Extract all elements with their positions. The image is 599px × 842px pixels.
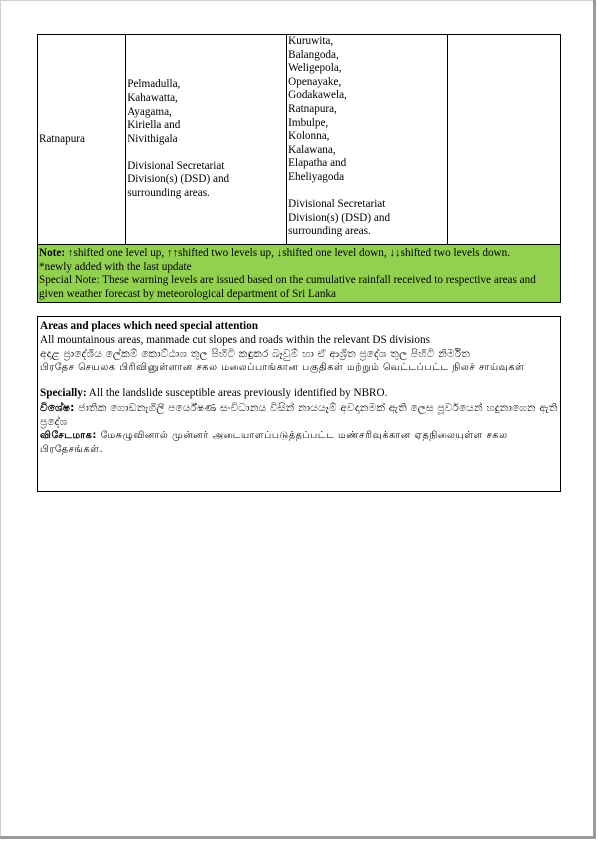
tamil-special-line — [40, 429, 558, 457]
special-note: Special Note: These warning levels are issued based on the cumulative rainfall received to respective areas and given weather forecast by meteorological department of Sri Lanka — [39, 274, 536, 300]
note-line — [39, 247, 559, 261]
note-label: Note: — [39, 247, 66, 259]
specially-text: All the landslide susceptible areas previously identified by NBRO. — [86, 387, 388, 400]
district-name: Ratnapura — [39, 132, 85, 145]
dsd-suffix: surrounding areas. — [127, 187, 210, 200]
dsd-place: Balangoda, — [288, 48, 339, 61]
specially-line — [40, 387, 558, 401]
dsd-suffix: surrounding areas. — [288, 225, 371, 238]
dsd-place: Nivithigala — [127, 132, 178, 145]
attention-sinhala: අදාළ ප්‍රාදේශීය ලේකම් කොට්ඨාශ තුල පිහිටි කඳුකර බෑවුම් හා ඒ ආශ්‍රිත ප්‍රදේශ තුල පිහිටි නිර්මිත — [40, 348, 471, 361]
note-cell — [38, 245, 561, 303]
tamil-special-label: விசேடமாக: — [40, 429, 97, 441]
dsd-cell-1 — [126, 35, 287, 245]
note-row — [38, 245, 561, 303]
dsd-place: Kolonna, — [288, 130, 330, 143]
line-gap — [127, 146, 285, 160]
attention-english: All mountainous areas, manmade cut slopes and roads within the relevant DS divisions — [40, 333, 430, 346]
dsd-place: Eheliyagoda — [288, 170, 345, 183]
table-row — [38, 35, 561, 245]
attention-box — [37, 316, 561, 492]
dsd-suffix: Divisional Secretariat — [288, 198, 386, 211]
sinhala-special-line — [40, 401, 558, 429]
note-text: ↑shifted one level up, ↑↑shifted two levels up, ↓shifted one level down, ↓↓shifted two levels down. — [65, 247, 511, 259]
warning-table — [37, 34, 561, 303]
dsd-place: Weligepola, — [288, 62, 342, 75]
dsd-place: Ratnapura, — [288, 102, 337, 115]
dsd-place: Imbulpe, — [288, 116, 329, 129]
dsd-suffix: Division(s) (DSD) and — [288, 211, 391, 224]
dsd-place: Godakawela, — [288, 89, 347, 102]
dsd-suffix: Division(s) (DSD) and — [127, 173, 230, 186]
line-gap — [288, 185, 446, 199]
dsd-suffix: Divisional Secretariat — [127, 159, 225, 172]
dsd-place: Openayake, — [288, 75, 342, 88]
dsd-place: Kalawana, — [288, 143, 336, 156]
dsd-place: Ayagama, — [127, 105, 172, 118]
tamil-special-text: மேசுழுவினால் முன்னர் அடையாளப்படுத்தப்பட்ட மண்சரிவுக்கான ஏதநிலையுள்ள சகல பிரதேசங்கள். — [40, 429, 508, 455]
sinhala-special-text: ජාතික ගොඩනැගිලි පර්යේෂණ සංවිධානය විසින් නායයෑම් අවදානමක් ඇති ලෙස පූර්වයෙන් හදුනාගෙන ඇති ප්‍රදේශ — [40, 401, 558, 428]
spacer — [40, 375, 558, 387]
level-cell — [448, 35, 561, 245]
new-update-note: *newly added with the last update — [39, 260, 192, 273]
dsd-place: Kiriella and — [127, 119, 181, 132]
dsd-place: Pelmadulla, — [127, 78, 181, 91]
attention-title: Areas and places which need special attention — [40, 320, 258, 332]
dsd-place: Elapatha and — [288, 157, 347, 170]
specially-label: Specially: — [40, 387, 87, 400]
dsd-cell-2 — [287, 35, 448, 245]
district-cell — [38, 35, 126, 245]
dsd-place: Kahawatta, — [127, 91, 178, 104]
sinhala-special-label: විශේෂ: — [40, 401, 75, 414]
attention-tamil: பிரதேச செயலக பிரிவினுள்ளான சகல மலைப்பாங்கான பகுதிகள் மற்றும் வெட்டப்பட்ட நிலச் சாய்வுகள் — [40, 362, 525, 374]
dsd-place: Kuruwita, — [288, 35, 334, 47]
